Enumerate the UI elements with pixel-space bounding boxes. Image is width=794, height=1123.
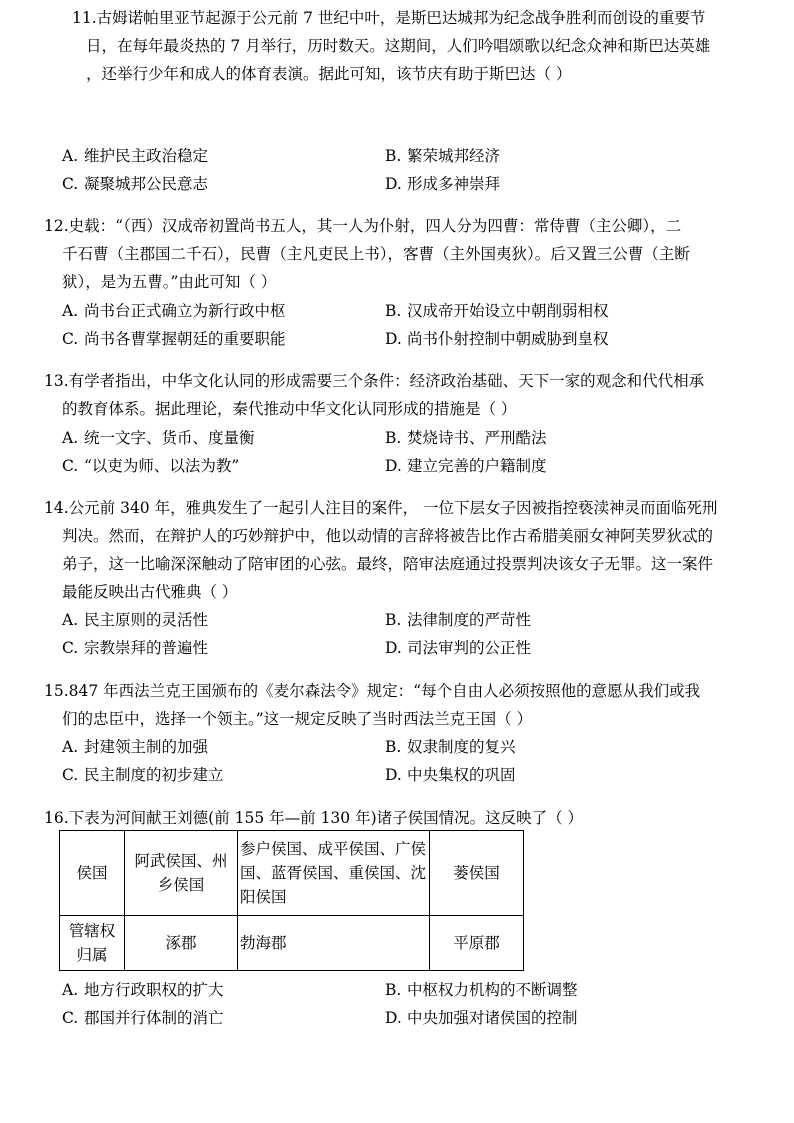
option-a[interactable]: A. 民主原则的灵活性 bbox=[62, 611, 209, 629]
table-cell: 阿武侯国、州乡侯国 bbox=[125, 831, 238, 916]
option-c[interactable]: C. 尚书各曹掌握朝廷的重要职能 bbox=[62, 330, 286, 348]
option-a[interactable]: A. 统一文字、货币、度量衡 bbox=[62, 429, 255, 447]
question-14 bbox=[44, 494, 738, 606]
option-d[interactable]: D. 中央加强对诸侯国的控制 bbox=[385, 1009, 578, 1027]
option-d[interactable]: D. 建立完善的户籍制度 bbox=[385, 457, 547, 475]
stem-line: 判决。然而，在辩护人的巧妙辩护中，他以动情的言辞将被告比作古希腊美丽女神阿芙罗狄忒的 bbox=[62, 527, 714, 545]
option-c[interactable]: C. 民主制度的初步建立 bbox=[62, 766, 224, 784]
options-11 bbox=[62, 142, 738, 198]
option-c[interactable]: C. “以吏为师、以法为教” bbox=[62, 457, 240, 475]
table-cell: 平原郡 bbox=[430, 916, 524, 971]
stem-line: 的教育体系。据此理论，秦代推动中华文化认同形成的措施是（ ） bbox=[62, 400, 517, 418]
marquis-states-table bbox=[59, 830, 524, 971]
question-11 bbox=[62, 4, 738, 88]
question-12 bbox=[44, 212, 738, 296]
table-row bbox=[60, 831, 524, 916]
option-c[interactable]: C. 宗教崇拜的普遍性 bbox=[62, 639, 209, 657]
option-b[interactable]: B. 汉成帝开始设立中朝削弱相权 bbox=[385, 302, 609, 320]
stem-line: 14.公元前 340 年，雅典发生了一起引人注目的案件， 一位下层女子因被指控亵渎神灵而面临死刑 bbox=[44, 499, 718, 517]
stem-line: 们的忠臣中，选择一个领主。”这一规定反映了当时西法兰克王国（ ） bbox=[62, 710, 533, 728]
stem-line: 12.史载：“（西）汉成帝初置尚书五人，其一人为仆射，四人分为四曹：常侍曹（主公卿），二 bbox=[44, 217, 682, 235]
option-b[interactable]: B. 焚烧诗书、严刑酷法 bbox=[385, 429, 547, 447]
stem-line: 15.847 年西法兰克王国颁布的《麦尔森法令》规定：“每个自由人必须按照他的意愿从我们或我 bbox=[44, 682, 701, 700]
options-12 bbox=[62, 297, 738, 353]
option-a[interactable]: A. 地方行政职权的扩大 bbox=[62, 981, 224, 999]
stem-line: 16.下表为河间献王刘德(前 155 年—前 130 年)诸子侯国情况。这反映了（ ） bbox=[44, 809, 584, 827]
option-a[interactable]: A. 尚书台正式确立为新行政中枢 bbox=[62, 302, 286, 320]
option-b[interactable]: B. 法律制度的严苛性 bbox=[385, 611, 532, 629]
option-d[interactable]: D. 尚书仆射控制中朝威胁到皇权 bbox=[385, 330, 609, 348]
stem-line: ，还举行少年和成人的体育表演。据此可知，该节庆有助于斯巴达（ ） bbox=[86, 65, 572, 83]
option-d[interactable]: D. 中央集权的巩固 bbox=[385, 766, 516, 784]
stem-line: 狱），是为五曹。”由此可知（ ） bbox=[62, 273, 277, 291]
table-cell: 涿郡 bbox=[125, 916, 238, 971]
stem-line: 最能反映出古代雅典（ ） bbox=[62, 583, 238, 601]
table-cell: 蒌侯国 bbox=[430, 831, 524, 916]
table-cell: 参户侯国、成平侯国、广侯国、蓝胥侯国、重侯国、沈阳侯国 bbox=[238, 831, 430, 916]
question-16 bbox=[44, 804, 738, 832]
option-b[interactable]: B. 繁荣城邦经济 bbox=[385, 147, 501, 165]
question-stem bbox=[62, 4, 738, 88]
stem-line: 弟子，这一比喻深深触动了陪审团的心弦。最终，陪审法庭通过投票判决该女子无罪。这一案件 bbox=[62, 555, 714, 573]
question-13 bbox=[44, 367, 738, 423]
option-c[interactable]: C. 郡国并行体制的消亡 bbox=[62, 1009, 224, 1027]
table-cell: 管辖权归属 bbox=[60, 916, 125, 971]
table-cell: 勃海郡 bbox=[238, 916, 430, 971]
stem-line: 11.古姆诺帕里亚节起源于公元前 7 世纪中叶，是斯巴达城邦为纪念战争胜利而创设的重要节 bbox=[72, 9, 706, 27]
options-16 bbox=[62, 976, 738, 1032]
option-d[interactable]: D. 形成多神崇拜 bbox=[385, 175, 501, 193]
question-15 bbox=[44, 677, 738, 733]
option-b[interactable]: B. 奴隶制度的复兴 bbox=[385, 738, 516, 756]
options-13 bbox=[62, 424, 738, 480]
option-b[interactable]: B. 中枢权力机构的不断调整 bbox=[385, 981, 578, 999]
options-15 bbox=[62, 733, 738, 789]
options-14 bbox=[62, 606, 738, 662]
option-a[interactable]: A. 维护民主政治稳定 bbox=[62, 147, 209, 165]
option-d[interactable]: D. 司法审判的公正性 bbox=[385, 639, 532, 657]
table-cell: 侯国 bbox=[60, 831, 125, 916]
stem-line: 日，在每年最炎热的 7 月举行，历时数天。这期间，人们吟唱颂歌以纪念众神和斯巴达英雄 bbox=[86, 37, 711, 55]
stem-line: 千石曹（主郡国二千石），民曹（主凡吏民上书），客曹（主外国夷狄）。后又置三公曹（主断 bbox=[62, 245, 690, 263]
stem-line: 13.有学者指出，中华文化认同的形成需要三个条件：经济政治基础、天下一家的观念和代代相承 bbox=[44, 372, 705, 390]
table-row bbox=[60, 916, 524, 971]
option-a[interactable]: A. 封建领主制的加强 bbox=[62, 738, 209, 756]
option-c[interactable]: C. 凝聚城邦公民意志 bbox=[62, 175, 209, 193]
